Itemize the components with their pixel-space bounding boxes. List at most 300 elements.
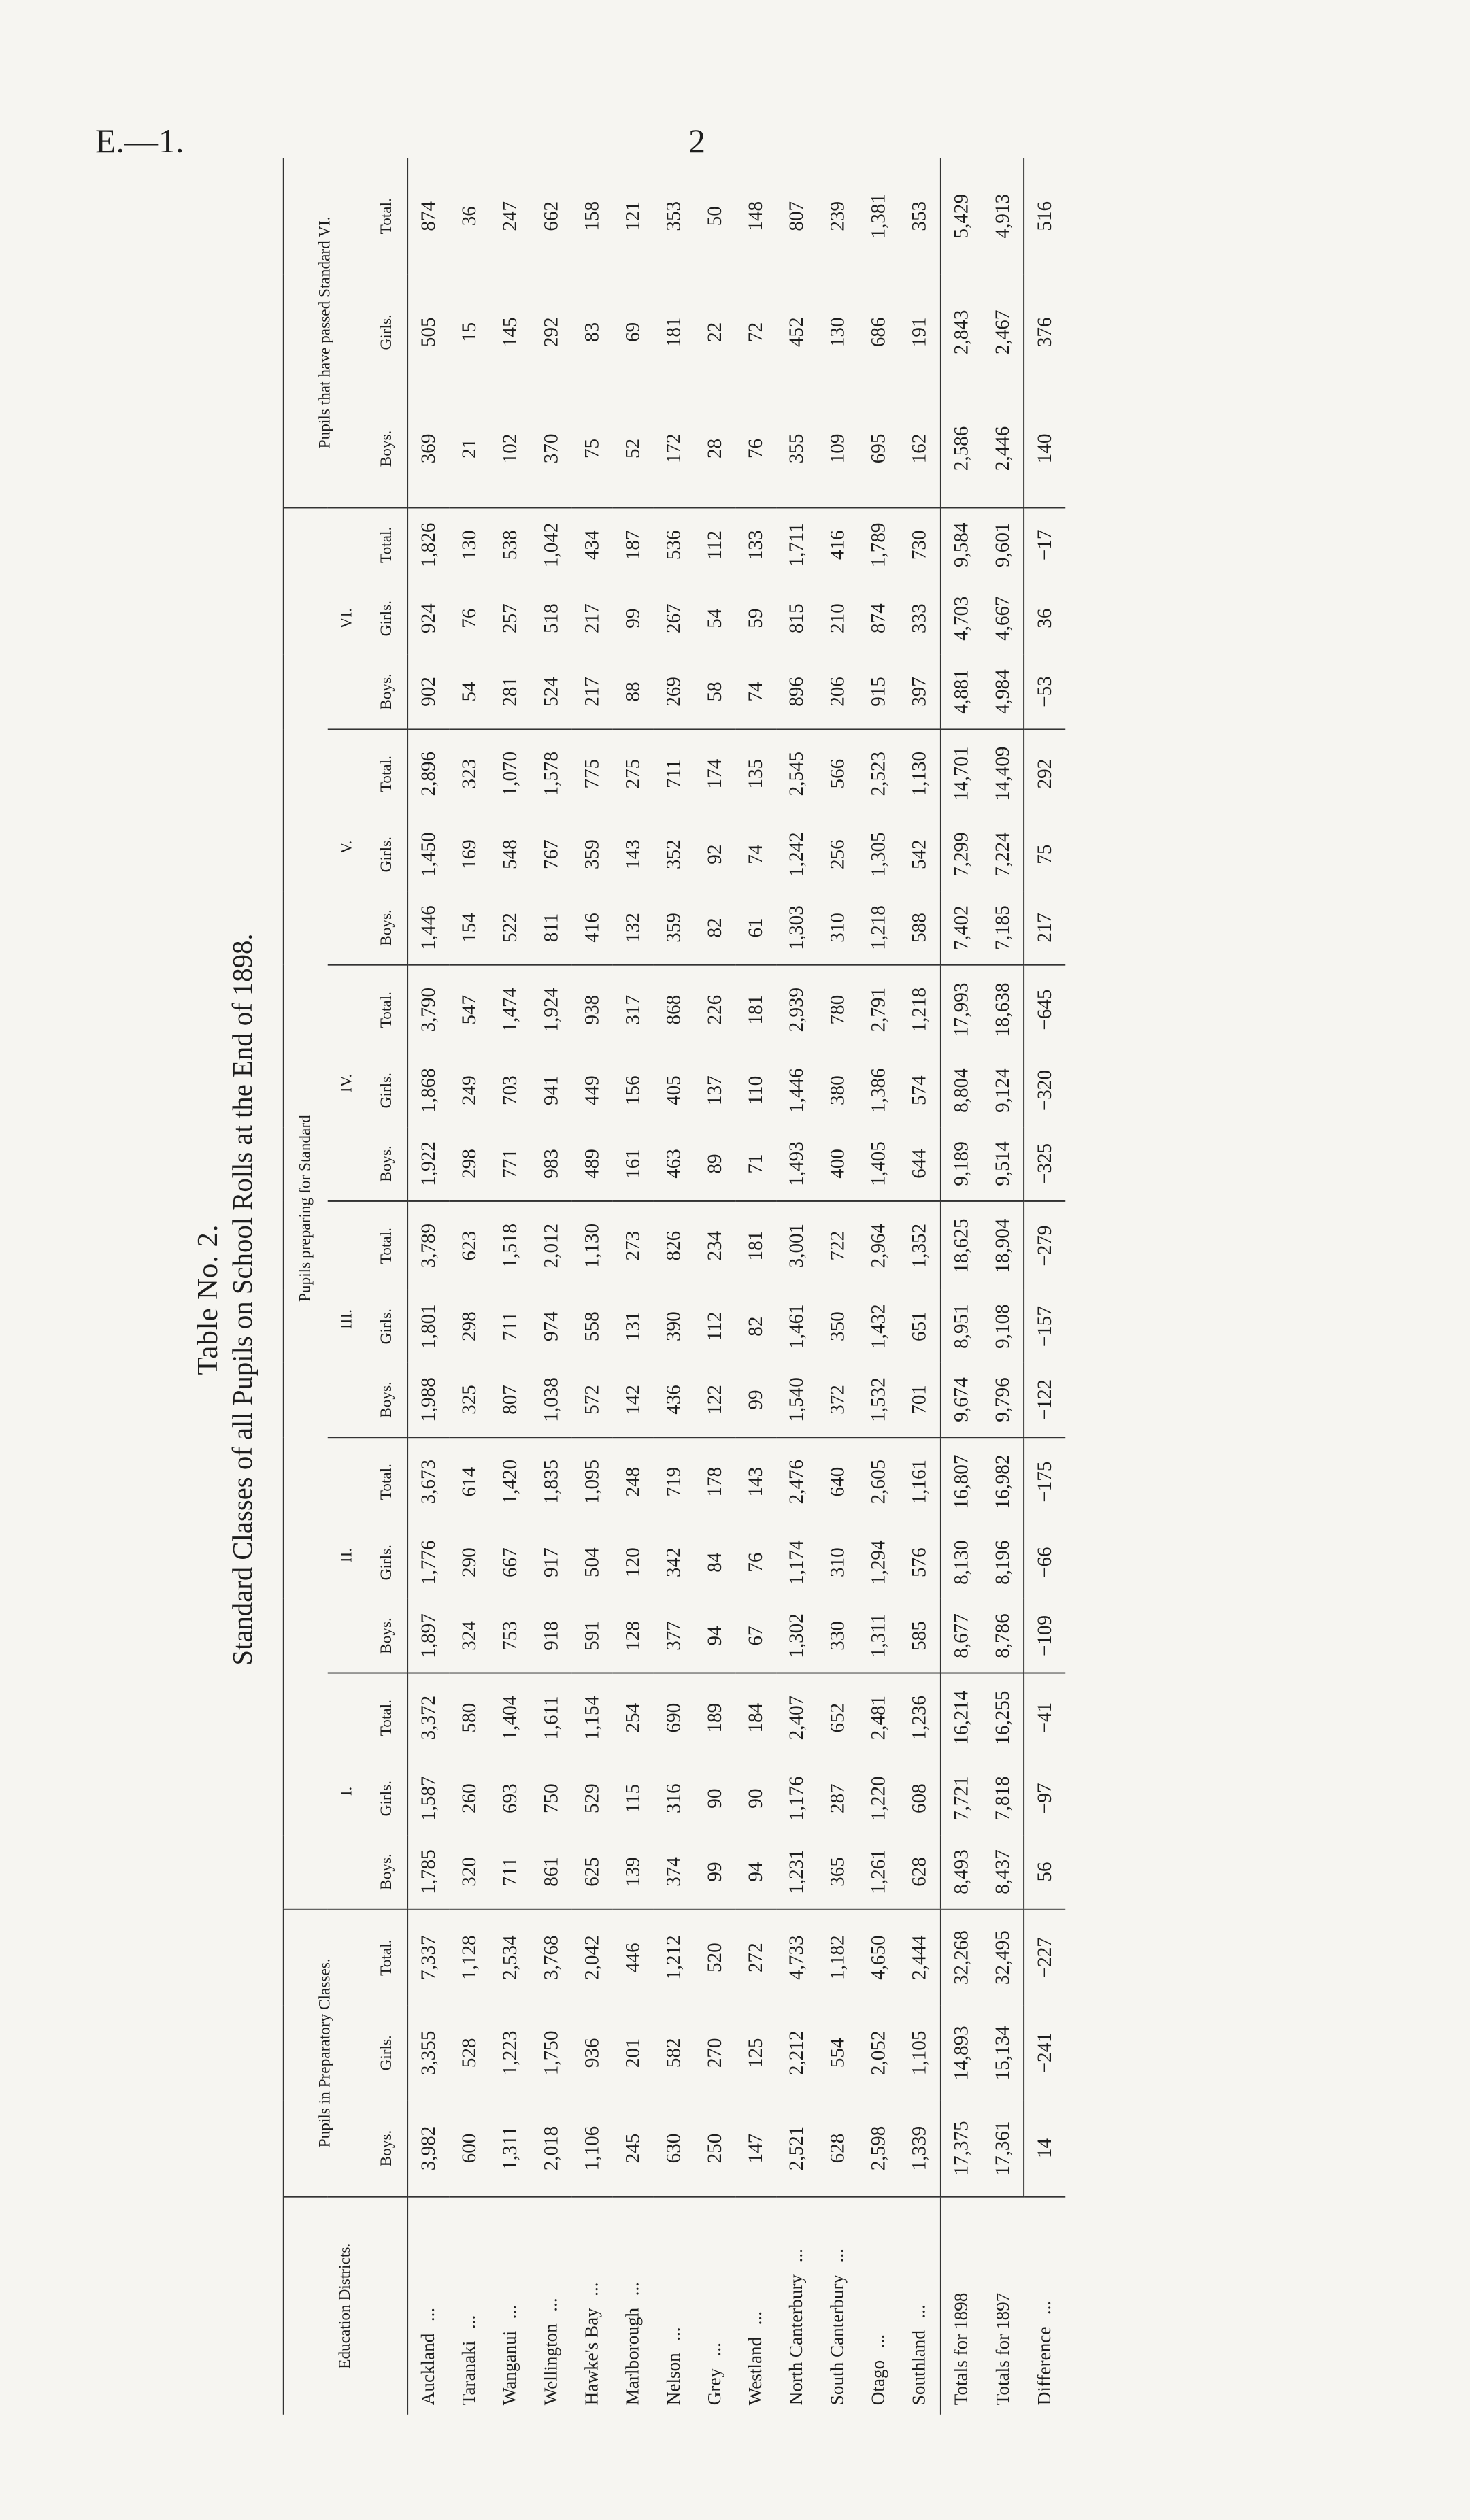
table-cell: 915: [858, 655, 899, 729]
table-cell: 2,896: [417, 751, 439, 796]
table-cell: 2,791: [867, 987, 890, 1032]
table-cell: 1,405: [858, 1127, 899, 1201]
table-cell: 750: [540, 1783, 563, 1813]
table-cell: 711: [490, 1835, 531, 1909]
table-cell: 248: [622, 1466, 644, 1497]
table-cell: 181: [663, 317, 685, 348]
table-cell: 582: [663, 2038, 685, 2068]
table-cell: 359: [581, 839, 603, 869]
district-name: Otago: [868, 2359, 889, 2406]
table-cell: 446: [622, 1943, 644, 1972]
table-cell: 18,625: [941, 1201, 982, 1290]
table-cell: 3,768: [540, 1935, 563, 1980]
table-cell: 522: [490, 891, 531, 965]
table-cell: 1,868: [417, 1068, 439, 1113]
table-cell: 3,001: [785, 1223, 807, 1269]
table-cell: 2,523: [867, 751, 890, 796]
table-cell: 162: [899, 390, 941, 508]
table-cell: 269: [654, 655, 695, 729]
table-cell: 9,796: [982, 1363, 1024, 1437]
table-cell: 1,826: [417, 522, 439, 568]
table-cell: 7,224: [991, 832, 1014, 877]
table-cell: 1,218: [858, 891, 899, 965]
table-cell: 2,964: [867, 1223, 890, 1269]
leader-dots: ...: [704, 2342, 725, 2357]
table-cell: 690: [663, 1702, 685, 1733]
table-cell: 397: [899, 655, 941, 729]
table-cell: 249: [458, 1075, 480, 1105]
table-cell: 99: [622, 608, 644, 628]
table-cell: 8,677: [941, 1599, 982, 1673]
district-name: Taranaki: [458, 2340, 480, 2406]
table-cell: 59: [744, 608, 767, 628]
table-cell: 2,018: [531, 2100, 572, 2196]
table-cell: 580: [458, 1702, 480, 1733]
table-cell: 2,212: [785, 2030, 807, 2076]
table-cell: 2,598: [858, 2100, 899, 2196]
table-cell: 1,212: [663, 1935, 685, 1980]
table-cell: 56: [1024, 1835, 1065, 1909]
page-number: 2: [688, 122, 705, 160]
table-cell: 50: [703, 206, 726, 226]
table-cell: 147: [735, 2100, 776, 2196]
table-cell: −241: [1024, 2005, 1065, 2100]
table-cell: 8,130: [941, 1526, 982, 1599]
table-cell: 8,786: [982, 1599, 1024, 1673]
table-cell: 874: [867, 603, 890, 633]
col-girls-header: Girls.: [367, 2005, 407, 2100]
table-cell: 807: [785, 201, 807, 231]
table-cell: 90: [703, 1788, 726, 1809]
table-cell: 3,355: [417, 2030, 439, 2076]
table-cell: 210: [826, 603, 849, 633]
table-cell: 1,130: [908, 751, 931, 796]
leader-dots: ...: [541, 2298, 562, 2312]
table-cell: 868: [663, 994, 685, 1025]
table-cell: 145: [499, 317, 521, 348]
table-cell: 247: [499, 201, 521, 231]
col-total-header: Total.: [367, 1437, 407, 1526]
table-cell: 143: [744, 1466, 767, 1497]
table-cell: 32,268: [941, 1909, 982, 2005]
table-cell: 463: [654, 1127, 695, 1201]
table-cell: 4,703: [941, 582, 982, 655]
col-total-header: Total.: [367, 965, 407, 1054]
table-cell: −227: [1024, 1909, 1065, 2005]
table-cell: 112: [703, 1311, 726, 1341]
table-cell: 1,095: [581, 1459, 603, 1505]
table-cell: 16,255: [991, 1690, 1014, 1745]
table-cell: 1,305: [867, 832, 890, 877]
table-cell: 662: [540, 201, 563, 231]
table-cell: 826: [663, 1230, 685, 1261]
table-cell: 292: [540, 317, 563, 348]
table-cell: 372: [818, 1363, 858, 1437]
table-cell: 206: [818, 655, 858, 729]
col-total-header: Total.: [367, 1909, 407, 2005]
table-cell: 54: [449, 655, 490, 729]
col-boys-header: Boys.: [367, 655, 407, 729]
table-cell: 1,339: [899, 2100, 941, 2196]
table-row: [572, 158, 613, 2414]
table-cell: 918: [531, 1599, 572, 1673]
table-cell: 2,939: [785, 987, 807, 1032]
table-cell: 489: [572, 1127, 613, 1201]
table-cell: 7,299: [941, 818, 982, 891]
table-row: [941, 158, 982, 2414]
table-cell: 538: [499, 530, 521, 560]
table-cell: 1,924: [540, 987, 563, 1032]
table-cell: 505: [417, 317, 439, 348]
table-cell: 353: [663, 201, 685, 231]
table-cell: 17,361: [982, 2100, 1024, 2196]
table-cell: 76: [744, 1552, 767, 1573]
table-cell: 938: [581, 994, 603, 1025]
table-cell: 16,982: [991, 1454, 1014, 1509]
table-cell: 75: [1024, 818, 1065, 891]
district-name: Wellington: [541, 2323, 562, 2406]
table-cell: 9,674: [941, 1363, 982, 1437]
table-cell: 75: [572, 390, 613, 508]
table-cell: 76: [735, 390, 776, 508]
col-total-header: Total.: [367, 1673, 407, 1762]
table-cell: 83: [581, 322, 603, 342]
table-cell: 516: [1024, 158, 1065, 274]
table-cell: 1,231: [776, 1835, 817, 1909]
table-cell: 8,951: [941, 1290, 982, 1363]
table-cell: 28: [695, 390, 735, 508]
table-cell: 585: [899, 1599, 941, 1673]
table-cell: 14,893: [941, 2005, 982, 2100]
leader-dots: ...: [868, 2334, 889, 2349]
col-boys-header: Boys.: [367, 2100, 407, 2196]
std-vi-header: VI.: [328, 507, 367, 729]
table-cell: 245: [613, 2100, 654, 2196]
table-cell: 333: [908, 603, 931, 633]
table-cell: 18,904: [991, 1218, 1014, 1273]
leader-dots: ...: [458, 2315, 480, 2330]
table-cell: 181: [744, 1230, 767, 1261]
leader-dots: ...: [663, 2327, 684, 2341]
table-row: [818, 158, 858, 2414]
table-cell: 9,584: [941, 507, 982, 582]
table-cell: 917: [540, 1547, 563, 1577]
leader-dots: ...: [622, 2282, 644, 2296]
table-cell: 4,733: [785, 1935, 807, 1980]
table-cell: 137: [703, 1075, 726, 1105]
table-cell: 1,785: [407, 1835, 449, 1909]
table-row: [1024, 158, 1065, 2414]
table-cell: 405: [663, 1075, 685, 1105]
table-cell: 323: [458, 758, 480, 789]
table-cell: 350: [826, 1311, 849, 1341]
table-cell: 369: [407, 390, 449, 508]
table-cell: 1,474: [499, 987, 521, 1032]
table-cell: 574: [908, 1075, 931, 1105]
table-cell: 256: [826, 839, 849, 869]
table-cell: 191: [908, 317, 931, 348]
leader-dots: ...: [786, 2249, 807, 2263]
leader-dots: ...: [909, 2304, 930, 2319]
table-cell: 711: [663, 759, 685, 788]
table-cell: 1,302: [776, 1599, 817, 1673]
table-cell: 566: [826, 758, 849, 789]
table-cell: 254: [622, 1702, 644, 1733]
table-cell: 1,386: [867, 1068, 890, 1113]
table-cell: 14,409: [991, 746, 1014, 801]
table-cell: 524: [531, 655, 572, 729]
table-cell: 416: [826, 530, 849, 560]
table-cell: 7,721: [941, 1762, 982, 1835]
district-name: Westland: [745, 2336, 766, 2406]
table-cell: 3,789: [417, 1223, 439, 1269]
table-cell: 630: [654, 2100, 695, 2196]
table-cell: 8,437: [982, 1835, 1024, 1909]
table-cell: 120: [622, 1547, 644, 1577]
table-cell: 572: [572, 1363, 613, 1437]
table-cell: 815: [785, 603, 807, 633]
col-girls-header: Girls.: [367, 1526, 407, 1599]
table-cell: 187: [622, 530, 644, 560]
table-cell: −279: [1024, 1201, 1065, 1290]
table-cell: 102: [490, 390, 531, 508]
table-cell: −66: [1024, 1526, 1065, 1599]
leader-dots: ...: [1034, 2300, 1055, 2315]
table-cell: 771: [490, 1127, 531, 1201]
table-cell: 1,105: [908, 2030, 931, 2076]
table-cell: −122: [1024, 1363, 1065, 1437]
table-cell: 722: [826, 1230, 849, 1261]
table-cell: 1,218: [908, 987, 931, 1032]
table-cell: 753: [490, 1599, 531, 1673]
table-cell: 2,586: [941, 390, 982, 508]
passed-header: Pupils that have passed Standard VI.: [284, 158, 367, 507]
table-cell: 310: [818, 891, 858, 965]
table-cell: 130: [826, 317, 849, 348]
table-cell: 132: [613, 891, 654, 965]
table-cell: 376: [1024, 274, 1065, 390]
table-cell: 250: [695, 2100, 735, 2196]
table-cell: 941: [540, 1075, 563, 1105]
table-cell: 2,843: [941, 274, 982, 390]
table-cell: 324: [449, 1599, 490, 1673]
table-cell: 628: [899, 1835, 941, 1909]
col-total-header: Total.: [367, 507, 407, 582]
table-cell: 143: [622, 839, 644, 869]
table-cell: 2,407: [785, 1695, 807, 1741]
table-cell: 112: [703, 531, 726, 560]
table-cell: 365: [818, 1835, 858, 1909]
table-cell: 131: [622, 1311, 644, 1341]
district-name: Totals for 1897: [992, 2292, 1014, 2406]
table-cell: 701: [899, 1363, 941, 1437]
table-cell: 1,450: [417, 832, 439, 877]
table-cell: 148: [744, 201, 767, 231]
district-name: Totals for 1898: [951, 2292, 972, 2406]
table-cell: 874: [417, 201, 439, 231]
table-cell: 270: [703, 2038, 726, 2068]
table-cell: 1,220: [867, 1776, 890, 1821]
table-cell: −109: [1024, 1599, 1065, 1673]
table-cell: 640: [826, 1466, 849, 1497]
table-cell: 4,667: [991, 596, 1014, 641]
table-cell: 74: [744, 844, 767, 864]
table-cell: 9,108: [991, 1304, 1014, 1349]
table-cell: 1,311: [490, 2100, 531, 2196]
table-cell: −325: [1024, 1127, 1065, 1201]
table-cell: 1,404: [499, 1695, 521, 1741]
table-cell: 9,189: [941, 1127, 982, 1201]
table-cell: 1,130: [581, 1223, 603, 1269]
table-cell: 2,012: [540, 1223, 563, 1269]
table-row: [899, 158, 941, 2414]
leader-dots: ...: [499, 2304, 520, 2319]
table-cell: 16,807: [941, 1437, 982, 1526]
leader-dots: ...: [745, 2311, 766, 2325]
col-total-header: Total.: [367, 1201, 407, 1290]
table-cell: 1,540: [776, 1363, 817, 1437]
table-cell: 1,236: [908, 1695, 931, 1741]
district-name: Auckland: [418, 2333, 439, 2406]
table-cell: 71: [735, 1127, 776, 1201]
table-cell: 161: [613, 1127, 654, 1201]
table-row: [776, 158, 817, 2414]
table-cell: 94: [695, 1599, 735, 1673]
table-cell: 61: [735, 891, 776, 965]
table-cell: 201: [622, 2038, 644, 2068]
table-cell: −320: [1024, 1054, 1065, 1127]
table-cell: 320: [449, 1835, 490, 1909]
table-cell: 2,052: [867, 2030, 890, 2076]
table-cell: 36: [458, 206, 480, 226]
table-cell: 325: [449, 1363, 490, 1437]
table-cell: 7,818: [991, 1776, 1014, 1821]
table-cell: 3,982: [407, 2100, 449, 2196]
col-boys-header: Boys.: [367, 1363, 407, 1437]
table-cell: 234: [703, 1230, 726, 1261]
table-cell: 298: [449, 1127, 490, 1201]
table-cell: 2,467: [991, 309, 1014, 355]
table-cell: 644: [899, 1127, 941, 1201]
district-name: Marlborough: [622, 2307, 644, 2406]
table-cell: 1,493: [776, 1127, 817, 1201]
table-cell: 3,372: [417, 1695, 439, 1741]
table-cell: −175: [1024, 1437, 1065, 1526]
table-cell: −53: [1024, 655, 1065, 729]
table-cell: 72: [744, 322, 767, 342]
rotated-table-region: [190, 79, 1068, 2520]
table-cell: 902: [407, 655, 449, 729]
table-cell: 76: [458, 608, 480, 628]
table-cell: 15,134: [991, 2026, 1014, 2081]
table-cell: 9,514: [982, 1127, 1024, 1201]
table-cell: 181: [744, 994, 767, 1025]
table-cell: 2,481: [867, 1695, 890, 1741]
std-iii-header: III.: [328, 1201, 367, 1437]
district-name: Hawke's Bay: [582, 2308, 603, 2406]
table-cell: 1,587: [417, 1776, 439, 1821]
table-cell: 1,420: [499, 1459, 521, 1505]
table-cell: 184: [744, 1702, 767, 1733]
table-cell: 74: [735, 655, 776, 729]
table-cell: 122: [695, 1363, 735, 1437]
table-cell: 1,446: [407, 891, 449, 965]
table-cell: −157: [1024, 1290, 1065, 1363]
table-cell: 290: [458, 1547, 480, 1577]
table-cell: 1,174: [785, 1540, 807, 1585]
table-cell: 936: [581, 2038, 603, 2068]
table-cell: 1,182: [826, 1935, 849, 1980]
col-girls-header: Girls.: [367, 1054, 407, 1127]
table-cell: 1,750: [540, 2030, 563, 2076]
table-cell: 109: [818, 390, 858, 508]
table-cell: 1,070: [499, 751, 521, 796]
table-cell: 217: [1024, 891, 1065, 965]
table-cell: 861: [531, 1835, 572, 1909]
district-name: North Canterbury: [786, 2274, 807, 2406]
table-cell: 1,801: [417, 1304, 439, 1349]
table-cell: 536: [663, 530, 685, 560]
table-cell: 130: [458, 530, 480, 560]
table-cell: 807: [490, 1363, 531, 1437]
table-cell: 1,294: [867, 1540, 890, 1585]
table-cell: 651: [908, 1311, 931, 1341]
table-cell: 974: [540, 1311, 563, 1341]
table-cell: 2,446: [982, 390, 1024, 508]
table-cell: 88: [613, 655, 654, 729]
table-cell: 32,495: [991, 1930, 1014, 1985]
table-cell: 178: [703, 1466, 726, 1497]
table-cell: 82: [695, 891, 735, 965]
table-cell: 7,185: [982, 891, 1024, 965]
std-v-header: V.: [328, 729, 367, 965]
table-cell: 1,311: [858, 1599, 899, 1673]
district-name: Grey: [704, 2368, 725, 2406]
table-cell: 400: [818, 1127, 858, 1201]
table-cell: 4,984: [982, 655, 1024, 729]
table-cell: 1,446: [785, 1068, 807, 1113]
table-row: [982, 158, 1024, 2414]
col-girls-header: Girls.: [367, 1762, 407, 1835]
table-cell: 1,381: [867, 194, 890, 239]
table-cell: 695: [858, 390, 899, 508]
table-cell: 14,701: [941, 729, 982, 818]
document-reference: E.—1.: [95, 122, 184, 160]
table-cell: 1,518: [499, 1223, 521, 1269]
table-cell: 576: [908, 1547, 931, 1577]
table-row: [735, 158, 776, 2414]
std-i-header: I.: [328, 1673, 367, 1909]
col-total-header: Total.: [367, 158, 407, 274]
table-cell: 2,605: [867, 1459, 890, 1505]
table-cell: −17: [1024, 507, 1065, 582]
table-cell: 2,444: [908, 1935, 931, 1980]
table-cell: 342: [663, 1547, 685, 1577]
table-cell: 2,476: [785, 1459, 807, 1505]
table-cell: 99: [695, 1835, 735, 1909]
table-cell: 54: [703, 608, 726, 628]
table-row: [490, 158, 531, 2414]
table-cell: 14: [1024, 2100, 1065, 2196]
table-cell: 1,461: [785, 1304, 807, 1349]
table-cell: 90: [744, 1788, 767, 1809]
table-cell: 811: [531, 891, 572, 965]
table-cell: 36: [1024, 582, 1065, 655]
table-cell: 169: [458, 839, 480, 869]
table-cell: 16,214: [941, 1673, 982, 1762]
table-cell: 1,352: [908, 1223, 931, 1269]
table-cell: 730: [908, 530, 931, 560]
